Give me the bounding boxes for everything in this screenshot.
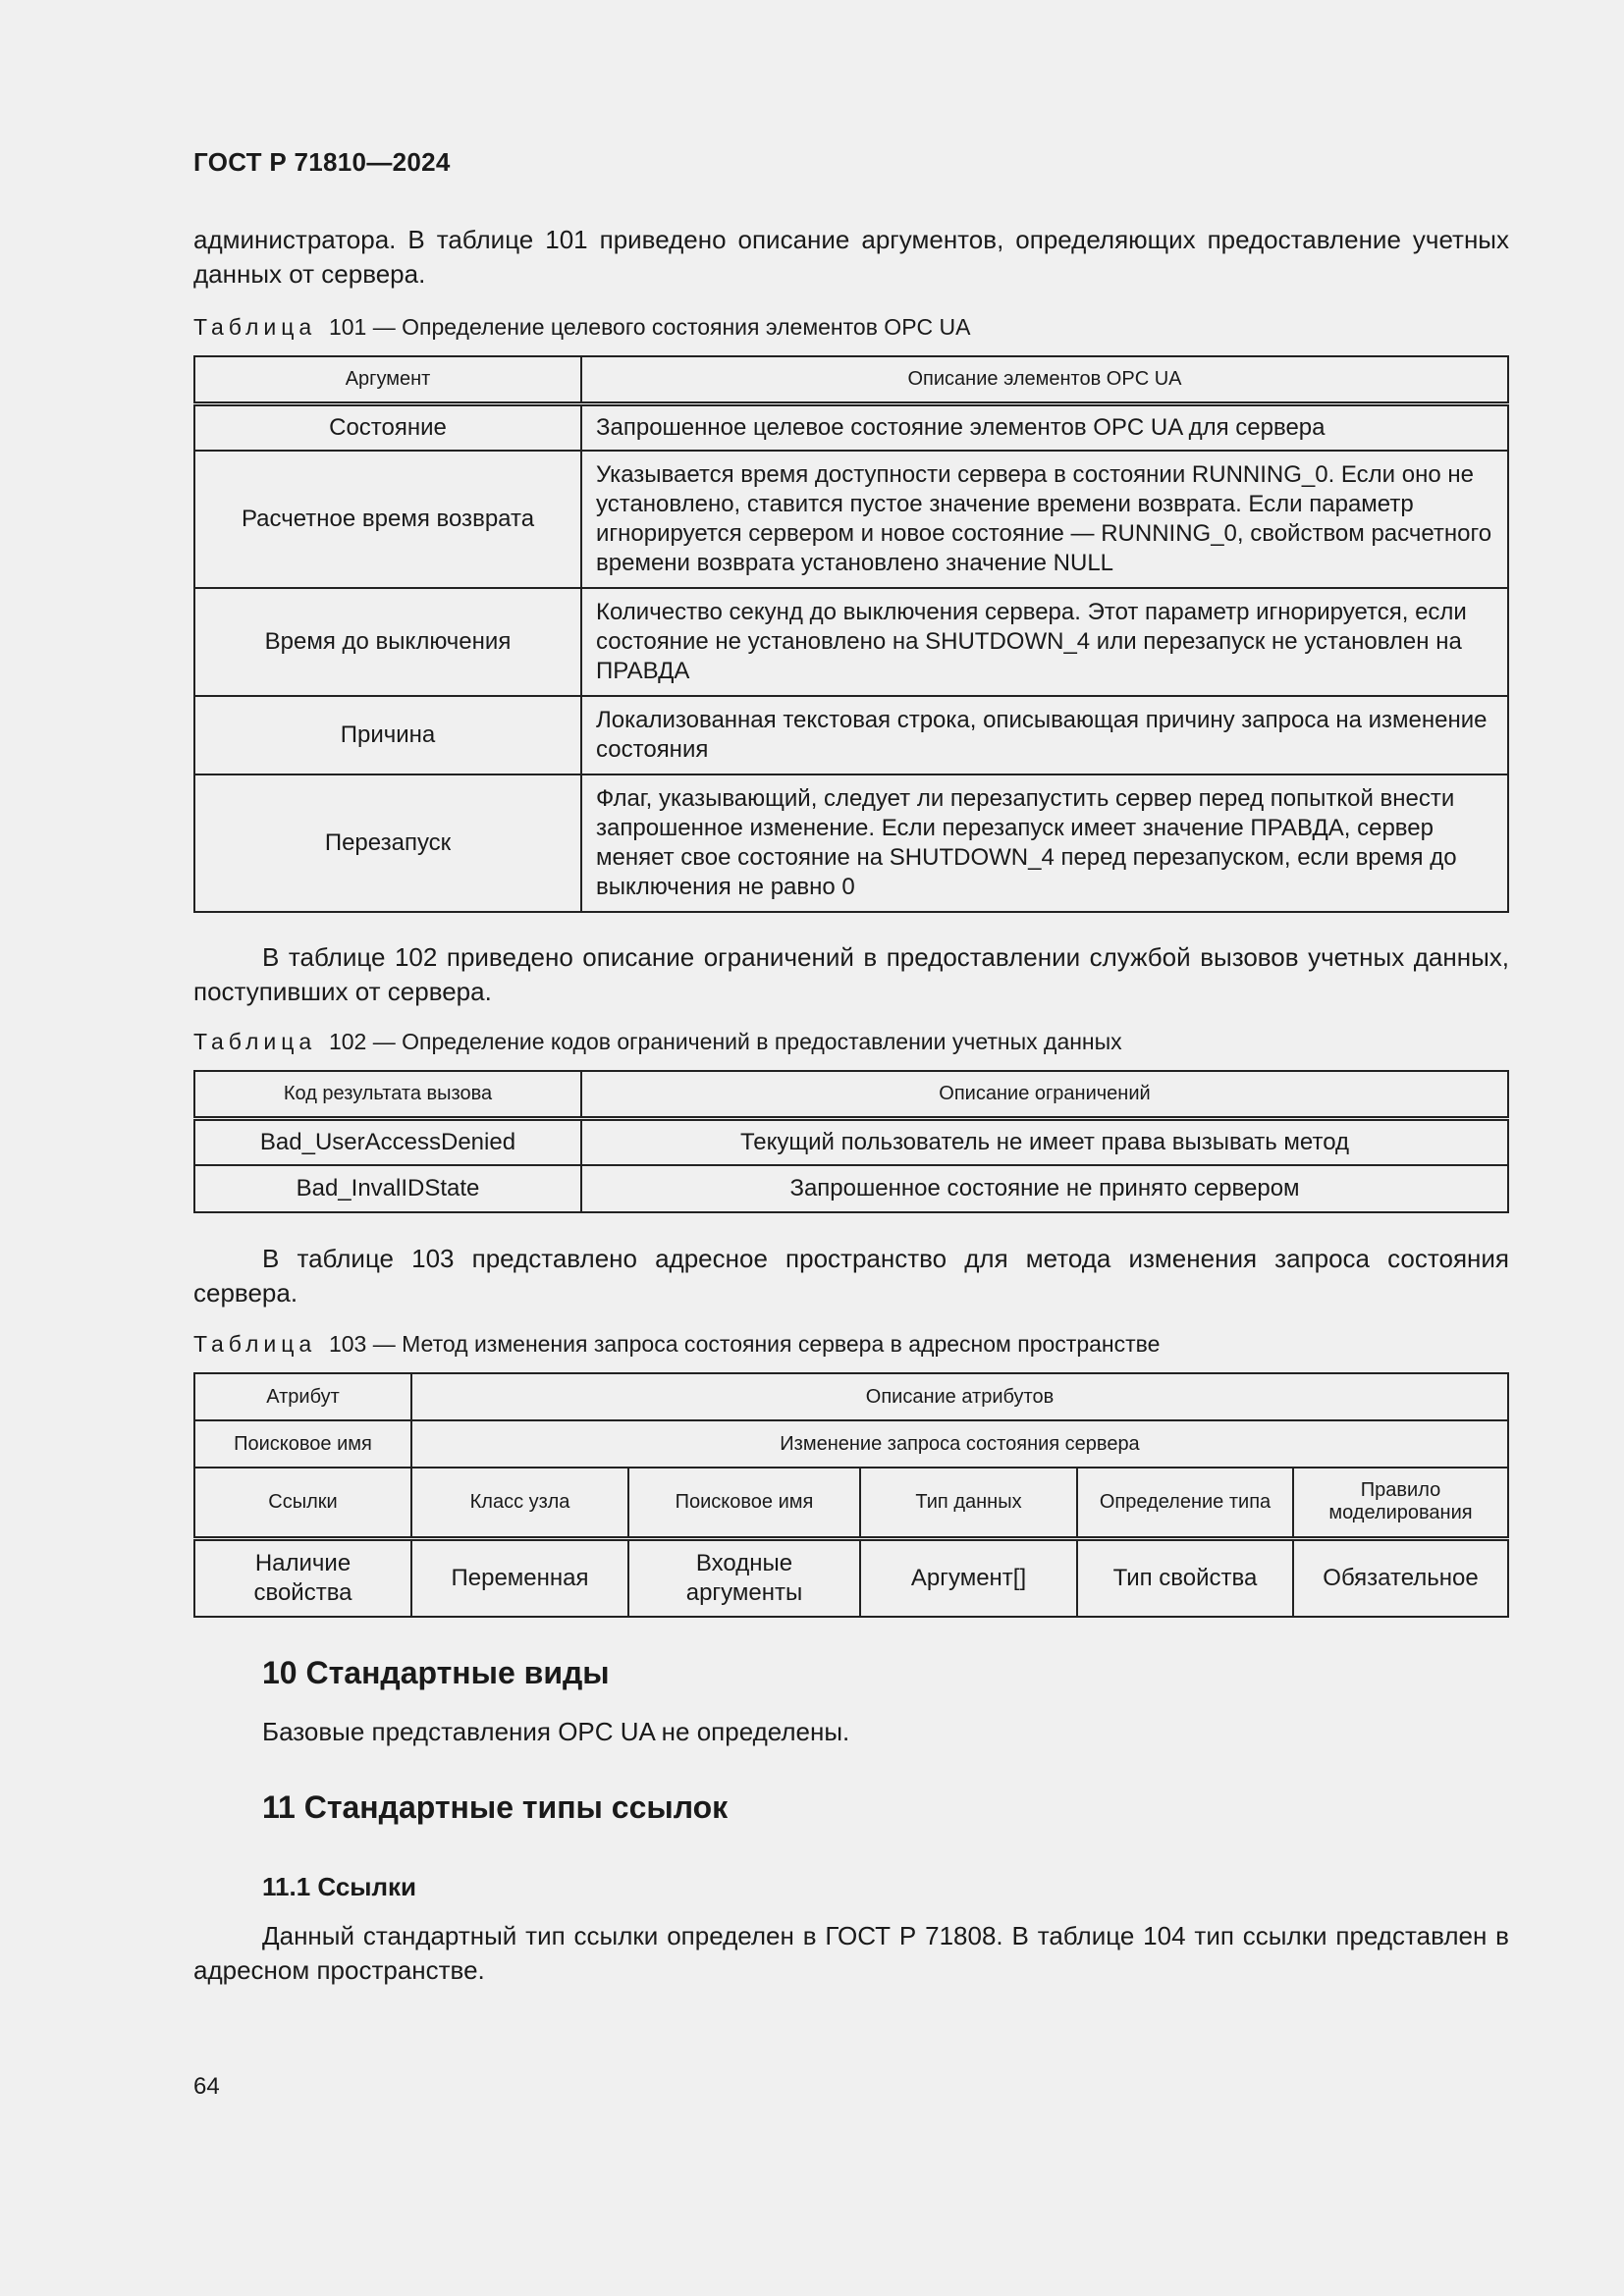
table-header-cell: Описание атрибутов	[411, 1373, 1508, 1420]
table103-caption-text: 103 — Метод изменения запроса состояния сервера в адресном пространстве	[328, 1331, 1161, 1357]
table-header-cell: Код результата вызова	[194, 1071, 581, 1118]
section10-text: Базовые представления OPC UA не определены.	[262, 1717, 850, 1746]
table-cell: Тип свойства	[1077, 1538, 1293, 1617]
table-row	[194, 588, 1508, 696]
table-row	[194, 1118, 1508, 1165]
section10-heading: 10 Стандартные виды	[262, 1655, 610, 1690]
table-cell: Запрошенное целевое состояние элементов OPC UA для сервера	[581, 403, 1508, 451]
table-header-cell: Класс узла	[411, 1468, 628, 1538]
table102-caption-prefix: Таблица	[193, 1029, 317, 1054]
table-cell: Перезапуск	[194, 774, 581, 912]
table-header-row	[194, 1071, 1508, 1118]
table-cell: Флаг, указывающий, следует ли перезапустить сервер перед попыткой внести запрошенное изменение. Если перезапуск имеет значение ПРАВДА, сервер меняет свое состояние на SHUTDOWN_4 перед перезапуском, если время до выключения не равно 0	[581, 774, 1508, 912]
table-header-cell: Ссылки	[194, 1468, 411, 1538]
section11-1-heading: 11.1 Ссылки	[262, 1872, 417, 1901]
table-cell: Запрошенное состояние не принято сервером	[581, 1165, 1508, 1212]
table-cell: Изменение запроса состояния сервера	[411, 1420, 1508, 1468]
table-header-row	[194, 356, 1508, 403]
table-cell: Время до выключения	[194, 588, 581, 696]
page-number: 64	[193, 2073, 220, 2100]
document-code: ГОСТ Р 71810—2024	[193, 147, 451, 177]
section11-1-text: Данный стандартный тип ссылки определен в ГОСТ Р 71808. В таблице 104 тип ссылки представлен в адресном пространстве.	[193, 1921, 1509, 1985]
table-header-row	[194, 1373, 1508, 1420]
table-header-cell: Аргумент	[194, 356, 581, 403]
table-header-cell: Поисковое имя	[628, 1468, 860, 1538]
table-header-cell: Определение типа	[1077, 1468, 1293, 1538]
table102-caption-text: 102 — Определение кодов ограничений в предоставлении учетных данных	[328, 1029, 1122, 1054]
table-101	[193, 355, 1509, 913]
table-cell: Bad_InvalIDState	[194, 1165, 581, 1212]
table101-caption	[193, 312, 970, 342]
table-header-cell: Правило моделирования	[1293, 1468, 1508, 1538]
table-cell: Состояние	[194, 403, 581, 451]
table-cell: Обязательное	[1293, 1538, 1508, 1617]
table-row	[194, 1165, 1508, 1212]
table-cell: Поисковое имя	[194, 1420, 411, 1468]
table-cell: Входные аргументы	[628, 1538, 860, 1617]
paragraph-103: В таблице 103 представлено адресное пространство для метода изменения запроса состояния сервера.	[193, 1244, 1509, 1308]
table103-caption-prefix: Таблица	[193, 1331, 317, 1357]
table-row	[194, 1420, 1508, 1468]
table-cell: Аргумент[]	[860, 1538, 1077, 1617]
table-cell: Текущий пользователь не имеет права вызывать метод	[581, 1118, 1508, 1165]
section11-heading: 11 Стандартные типы ссылок	[262, 1789, 729, 1825]
table-cell: Количество секунд до выключения сервера. Этот параметр игнорируется, если состояние не установлено на SHUTDOWN_4 или перезапуск не установлен на ПРАВДА	[581, 588, 1508, 696]
table-row	[194, 774, 1508, 912]
table-103	[193, 1372, 1509, 1618]
table-cell: Переменная	[411, 1538, 628, 1617]
table-header-cell: Описание элементов OPC UA	[581, 356, 1508, 403]
table-row	[194, 1538, 1508, 1617]
paragraph-102: В таблице 102 приведено описание ограничений в предоставлении службой вызовов учетных данных, поступивших от сервера.	[193, 942, 1509, 1006]
table-cell: Указывается время доступности сервера в состоянии RUNNING_0. Если оно не установлено, ставится пустое значение времени возврата. Если параметр игнорируется сервером и новое состояние — RUNNING_0, свойством расчетного времени возврата установлено значение NULL	[581, 451, 1508, 588]
table-102	[193, 1070, 1509, 1213]
intro-paragraph: администратора. В таблице 101 приведено описание аргументов, определяющих предоставление учетных данных от сервера.	[193, 225, 1509, 289]
table-cell: Наличие свойства	[194, 1538, 411, 1617]
table101-caption-text: 101 — Определение целевого состояния элементов OPC UA	[328, 314, 971, 340]
table101-caption-prefix: Таблица	[193, 314, 317, 340]
table-header-row	[194, 1468, 1508, 1538]
table-header-cell: Тип данных	[860, 1468, 1077, 1538]
table-row	[194, 451, 1508, 588]
table-cell: Расчетное время возврата	[194, 451, 581, 588]
table-cell: Локализованная текстовая строка, описывающая причину запроса на изменение состояния	[581, 696, 1508, 774]
table-header-cell: Атрибут	[194, 1373, 411, 1420]
table-row	[194, 696, 1508, 774]
table-header-cell: Описание ограничений	[581, 1071, 1508, 1118]
table102-caption	[193, 1027, 1122, 1056]
table103-caption	[193, 1329, 1160, 1359]
table-row	[194, 403, 1508, 451]
table-cell: Причина	[194, 696, 581, 774]
table-cell: Bad_UserAccessDenied	[194, 1118, 581, 1165]
